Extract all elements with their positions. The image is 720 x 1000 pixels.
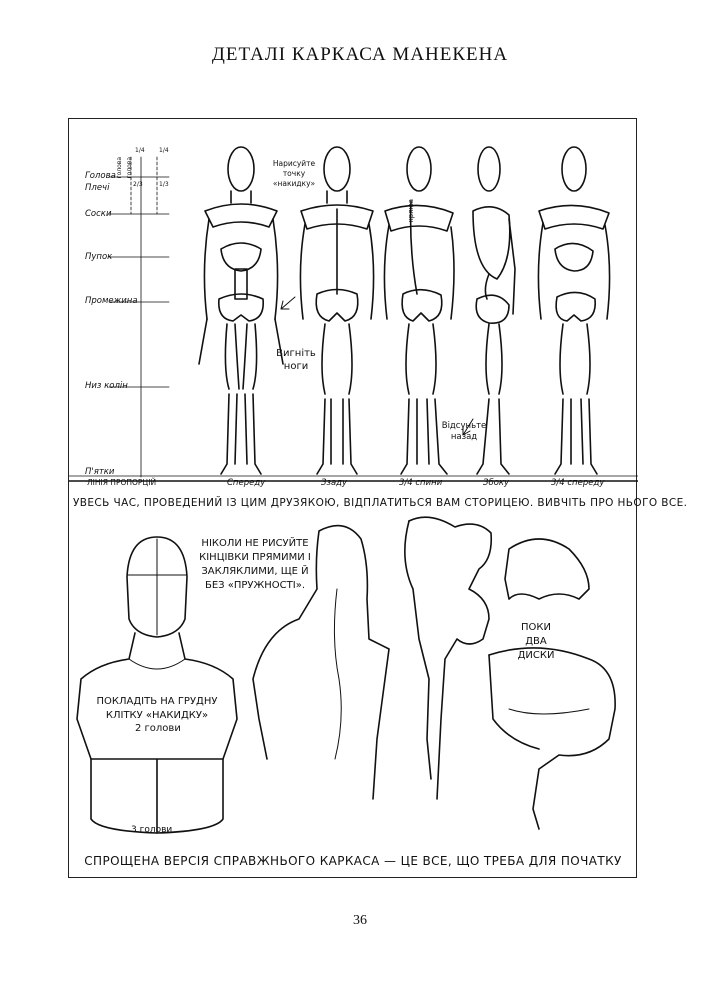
note-three-heads: 3 голови — [131, 825, 173, 835]
figure-back — [300, 147, 373, 474]
caption-bottom: СПРОЩЕНА ВЕРСІЯ СПРАВЖНЬОГО КАРКАСА — ЦЕ ВСЕ, ЩО ТРЕБА ДЛЯ ПОЧАТКУ — [84, 854, 622, 868]
scale-mark: 1/4 — [159, 147, 169, 154]
scale-mark: голова — [116, 157, 123, 179]
label-navel: Пупок — [85, 252, 113, 262]
label-view-back: Ззаду — [321, 478, 348, 488]
label-knees: Низ колін — [85, 381, 128, 391]
note-chest-cage: ПОКЛАДІТЬ НА ГРУДНУ КЛІТКУ «НАКИДКУ» — [96, 696, 218, 721]
scale-mark: 1/4 — [135, 147, 145, 154]
label-head: Голова — [85, 171, 116, 181]
label-crotch: Промежина — [85, 296, 138, 306]
label-proportion-line: ЛІНІЯ ПРОПОРЦІЙ — [87, 478, 157, 487]
page-title: ДЕТАЛІ КАРКАСА МАНЕКЕНА — [211, 44, 509, 65]
label-view-front: Спереду — [227, 478, 266, 488]
figure-front — [199, 147, 283, 474]
label-shoulders: Плечі — [85, 183, 110, 193]
figure-three-quarter-front — [538, 147, 609, 474]
label-view-three-quarter-front: 3/4 спереду — [551, 478, 605, 488]
illustration-frame — [68, 118, 688, 878]
page-number: 36 — [353, 913, 367, 928]
note-push-back: Відсуньте назад — [441, 421, 487, 442]
scale-mark: 1/3 — [159, 181, 169, 188]
label-view-side: Збоку — [483, 478, 510, 488]
note-two-discs: ПОКИ ДВА ДИСКИ — [517, 622, 555, 661]
label-nipples: Соски — [85, 209, 112, 219]
ribcage-side — [489, 648, 615, 829]
note-never-straight: НІКОЛИ НЕ РИСУЙТЕ КІНЦІВКИ ПРЯМИМИ І ЗАКЛЯКЛИМИ, ЩЕ Й БЕЗ «ПРУЖНОСТІ». — [199, 538, 311, 591]
note-draw-point: Нарисуйте точку «накидку» — [272, 159, 316, 188]
label-heels: П'ятки — [85, 467, 115, 477]
label-view-three-quarter-back: 3/4 спини — [399, 478, 443, 488]
scale-mark: голова — [126, 157, 133, 179]
note-two-heads: 2 голови — [135, 723, 181, 734]
note-spine: кряжа — [407, 199, 415, 223]
caption-middle: УВЕСЬ ЧАС, ПРОВЕДЕНИЙ ІЗ ЦИМ ДРУЗЯКОЮ, ВІДПЛАТИТЬСЯ ВАМ СТОРИЦЕЮ. ВИВЧІТЬ ПРО НЬОГО ВСЕ. — [73, 497, 688, 509]
note-bend-legs: Вигніть ноги — [276, 348, 316, 372]
scale-mark: 2/3 — [133, 181, 143, 188]
